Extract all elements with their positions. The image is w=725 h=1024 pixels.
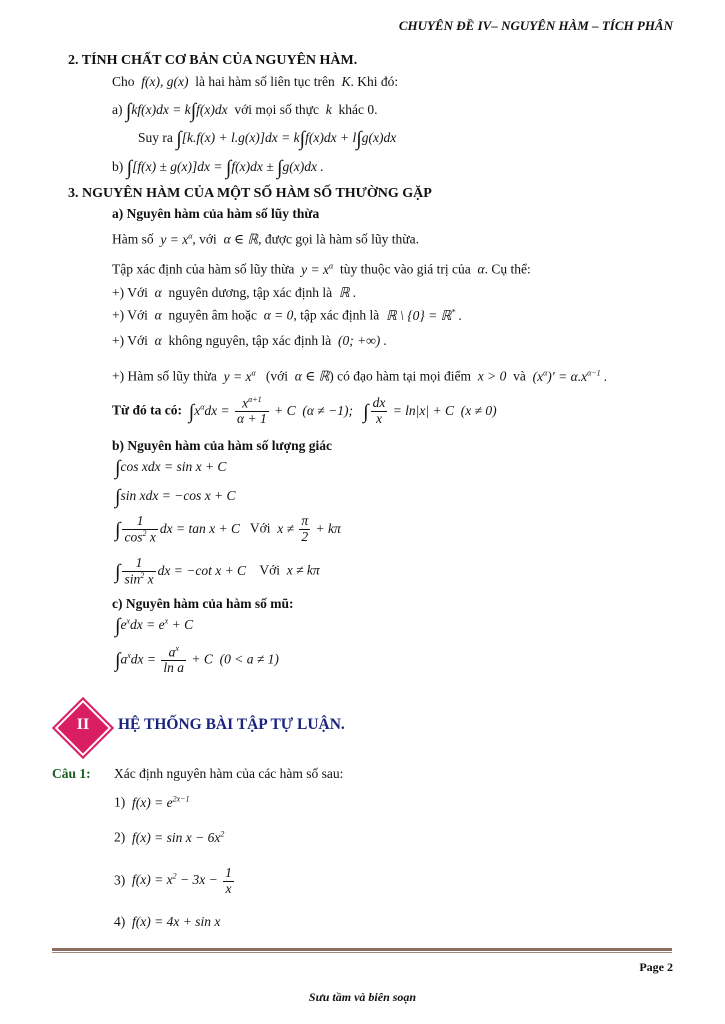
item-1-label: 1) [114,794,126,810]
domain-case-2 [112,307,462,324]
property-b [112,158,324,178]
item-4-label: 4) [114,914,126,929]
math-derivative: $(x^\alpha)' = \alpha.x^{\alpha-1}$ . [529,368,608,384]
math-prop-a: ∫kf(x)dx = k∫f(x)dx [125,100,232,122]
formula-sin: ∫sin xdx = −cos x + C [115,486,236,508]
math-alpha-b3: α [151,333,166,348]
question-1-label: Câu 1: [52,766,91,781]
b4b: (với [265,368,288,384]
suyra-label: Suy ra [138,130,173,145]
power-integral [112,396,497,427]
b2c: , tập xác định là [293,307,380,323]
intro-a: Cho [112,74,135,89]
b1b: nguyên dương, tập xác định là [168,285,333,300]
b4a: +) Hàm số lũy thừa [112,368,217,384]
page-number: Page 2 [639,960,673,974]
p2b: tùy thuộc vào giá trị của [339,261,471,277]
section-numeral: II [76,716,90,733]
formula-cos: ∫cos xdx = sin x + C [115,457,227,479]
question-item-4 [114,914,220,930]
b4c: ) có đạo hàm tại mọi điểm [329,368,471,384]
derivative-line [112,368,607,385]
a-label: a) [112,102,123,117]
math-R-star: ℝ \ {0} = ℝ* . [382,307,463,323]
math-alpha-R-2: α ∈ ℝ [291,368,330,384]
item-3-label: 3) [114,872,126,888]
p1a: Hàm số [112,231,154,247]
voi-cot: Với [259,562,280,578]
intro-b: là hai hàm số liên tục trên [195,74,335,89]
tuday: Từ đó ta có: [112,402,182,418]
a-text: với mọi số thực [234,102,319,117]
p1c: , được gọi là hàm số lũy thừa. [258,231,419,247]
section-ii-title: HỆ THỐNG BÀI TẬP TỰ LUẬN. [118,716,345,733]
b-label: b) [112,159,124,174]
formula-ax: $\int a^xdx$ = $\frac{a^x}{\text{ln a}}$ + C (0 < a ≠ 1) [115,644,279,676]
subsection-b-title: b) Nguyên hàm của hàm số lượng giác [112,438,332,453]
question-item-3 [114,866,236,897]
property-a [112,101,377,121]
formula-tan [115,514,341,545]
math-K: K [338,74,351,89]
footer-rule [52,948,672,951]
question-item-1 [114,794,190,811]
page-header-title: CHUYÊN ĐỀ IV– NGUYÊN HÀM – TÍCH PHÂN [398,18,673,33]
domain-intro [112,261,531,278]
b2a: +) Với [112,307,148,323]
math-yxa: $y = x^\alpha$ [157,231,193,247]
domain-case-1 [112,285,356,301]
math-tan: ∫ $\frac{1}{\cos^2 x}$ dx = tan x + C [115,513,247,545]
subsection-a-title: a) Nguyên hàm của hàm số lũy thừa [112,206,320,221]
math-tan-cond: x ≠ $\frac{\pi}{2}$ + kπ [273,513,341,545]
math-suyra: ∫[k.f(x) + l.g(x)]dx = k∫f(x)dx + l∫g(x)dx [176,128,397,150]
footer-credit: Sưu tầm và biên soạn [308,990,417,1004]
subsection-c-title: c) Nguyên hàm của hàm số mũ: [112,596,294,611]
domain-case-3 [112,333,387,349]
math-alpha-R: α ∈ ℝ [220,231,259,247]
b3a: +) Với [112,333,148,348]
math-alpha: α [474,261,485,277]
question-item-2 [114,829,224,846]
p1b: , với [192,231,217,247]
suy-ra-line [138,129,396,149]
math-R: ℝ . [335,285,357,300]
section-3-title: 3. NGUYÊN HÀM CỦA MỘT SỐ HÀM SỐ THƯỜNG GẶP [68,186,432,201]
b1a: +) Với [112,285,148,300]
formula-cot [115,556,320,587]
math-alpha-b2: α [151,307,166,323]
power-def [112,231,419,248]
item-2-label: 2) [114,829,126,845]
math-alpha-b1: α [151,285,166,300]
math-power-integral: $\int x^\alpha dx$ = $\frac{x^{\alpha+1}}{\alpha + 1}$ + C (α ≠ −1); ∫ $\frac{dx}{x}$ = ln|x| + C (x ≠ 0) [188,395,497,427]
math-item-3: $f(x) = x^2 - 3x$ − $\frac{1}{x}$ [128,865,232,896]
b4d: và [513,368,526,384]
math-cot-cond: x ≠ kπ [283,562,320,578]
math-x-pos: x > 0 [474,368,510,384]
math-k: k [322,102,336,117]
intro-c: . Khi đó: [350,74,399,89]
math-fg: f(x), g(x) [137,74,192,89]
question-1-text: Xác định nguyên hàm của các hàm số sau: [114,766,344,781]
math-item-4: f(x) = 4x + sin x [128,914,221,929]
p2c: . Cụ thể: [484,261,531,277]
formula-exp: $\int e^xdx = e^x + C$ [115,615,194,637]
math-item-1: $f(x) = e^{2x-1}$ [128,794,190,810]
b3b: không nguyên, tập xác định là [168,333,332,348]
footer-rule-thin [52,952,672,953]
math-interval: (0; +∞) . [334,333,388,348]
p2a: Tập xác định của hàm số lũy thừa [112,261,295,277]
math-cot: ∫ $\frac{1}{\sin^2 x}$ dx = −cot x + C [115,555,257,587]
math-alpha-zero: α = 0 [260,307,294,323]
section-2-title: 2. TÍNH CHẤT CƠ BẢN CỦA NGUYÊN HÀM. [68,53,358,68]
section-2-intro [112,74,398,90]
voi-tan: Với [249,520,271,536]
math-yxa-3: $y = x^\alpha$ [220,368,256,384]
math-yxa-2: $y = x^\alpha$ [297,261,334,277]
math-prop-b: ∫[f(x) ± g(x)]dx = ∫f(x)dx ± ∫g(x)dx . [126,157,324,179]
a-text2: khác 0. [338,102,378,117]
b2b: nguyên âm hoặc [168,307,257,323]
math-item-2: $f(x) = \sin x - 6x^2$ [128,829,225,845]
